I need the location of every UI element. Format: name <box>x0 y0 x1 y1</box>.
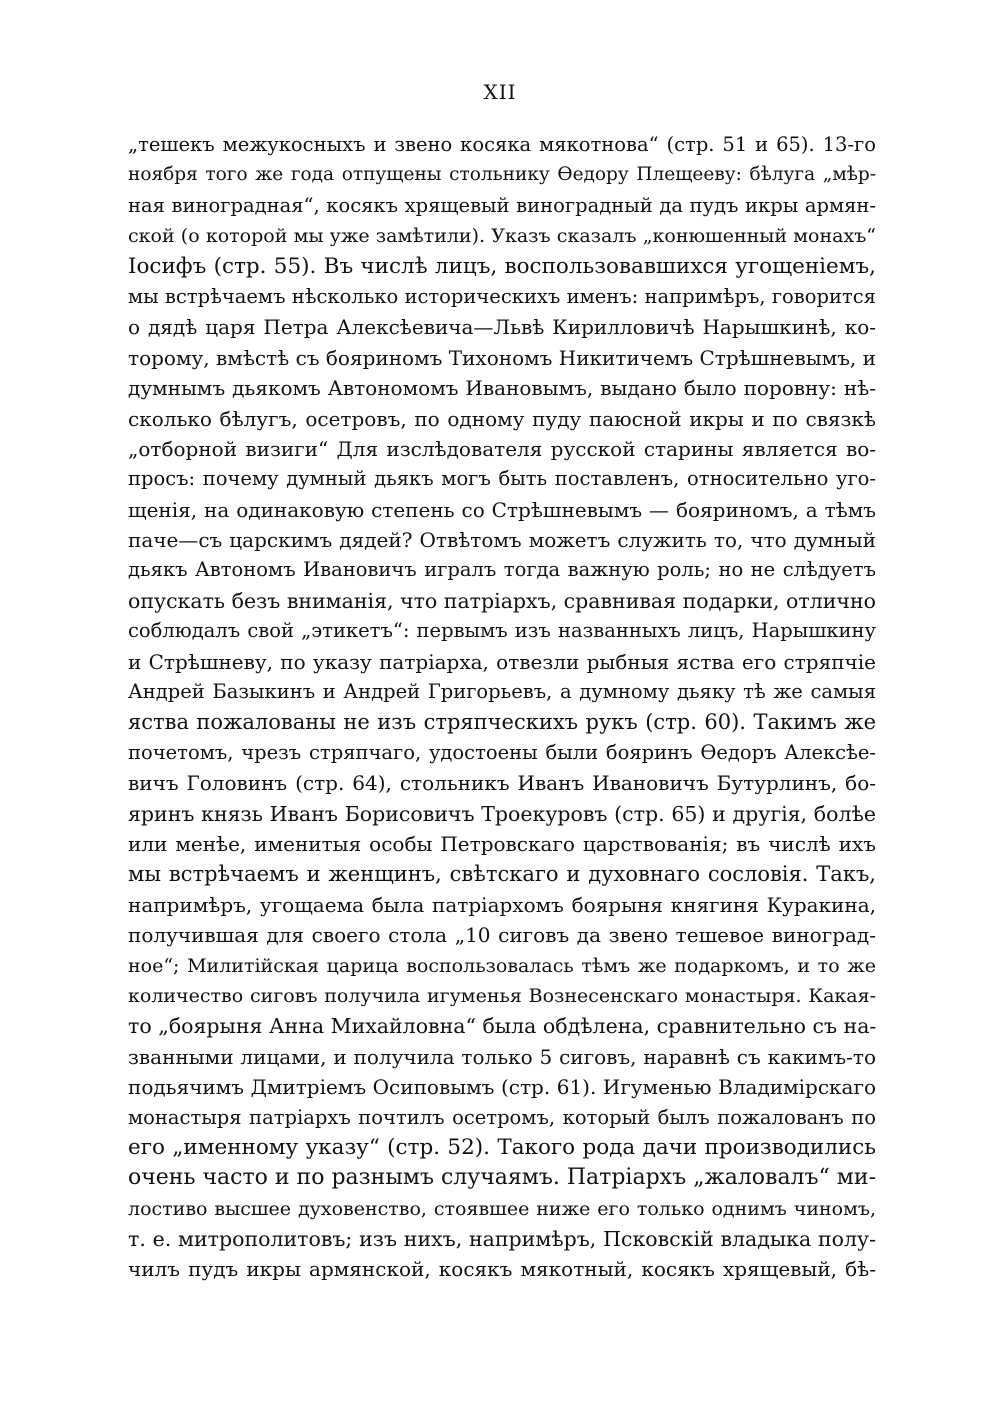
text-line: то „боярыня Анна Михайловна“ была обдѣлена, сравнительно съ на- <box>128 1014 877 1039</box>
text-line: званными лицами, и получила только 5 сиговъ, наравнѣ съ какимъ-то <box>128 1044 876 1069</box>
text-line: „отборной визиги“ Для изслѣдователя русской старины является во- <box>128 436 876 461</box>
text-line: о дядѣ царя Петра Алексѣевича—Львѣ Кирилловичѣ Нарышкинѣ, ко- <box>128 315 876 340</box>
text-line: мы встрѣчаемъ и женщинъ, свѣтскаго и духовнаго сословія. Такъ, <box>128 862 876 887</box>
text-line: очень часто и по разнымъ случаямъ. Патріархъ „жаловалъ“ ми- <box>128 1165 876 1191</box>
text-line: чилъ пудъ икры армянской, косякъ мякотный, косякъ хрящевый, бѣ- <box>128 1257 876 1282</box>
text-line: мы встрѣчаемъ нѣсколько историческихъ именъ: напримѣръ, говорится <box>128 284 876 308</box>
text-line: думнымъ дьякомъ Автономомъ Ивановымъ, выдано было поровну: нѣ- <box>128 376 876 401</box>
text-line: ная виноградная“, косякъ хрящевый виноградный да пудъ икры армян- <box>128 193 876 217</box>
text-line: паче—съ царскимъ дядей? Отвѣтомъ можетъ служить то, что думный <box>128 528 876 553</box>
text-line: подьячимъ Дмитріемъ Осиповымъ (стр. 61). Игуменью Владимірскаго <box>128 1075 876 1100</box>
text-line: ное“; Милитійская царица воспользовалась тѣмъ же подаркомъ, и то же <box>128 954 876 977</box>
body-text <box>128 130 876 1285</box>
text-line: опускать безъ вниманія, что патріархъ, сравнивая подарки, отлично <box>128 588 876 613</box>
text-line: яства пожалованы не изъ стряпческихъ рукъ (стр. 60). Такимъ же <box>128 710 876 735</box>
text-line: и Стрѣшневу, по указу патріарха, отвезли рыбныя яства его стряпчіе <box>128 649 876 674</box>
text-line: монастыря патріархъ почтилъ осетромъ, который былъ пожалованъ по <box>128 1105 876 1129</box>
text-line: дьякъ Автономъ Ивановичъ игралъ тогда важную роль; но не слѣдуетъ <box>128 558 876 582</box>
text-line: количество сиговъ получила игуменья Вознесенскаго монастыря. Какая- <box>128 984 876 1007</box>
text-line: вичъ Головинъ (стр. 64), стольникъ Иванъ Ивановичъ Бутурлинъ, бо- <box>128 771 876 796</box>
text-line: ноября того же года отпущены стольнику Өедору Плещееву: бѣлуга „мѣр- <box>128 164 876 186</box>
text-line: сколько бѣлугъ, осетровъ, по одному пуду паюсной икры и по связкѣ <box>128 406 876 431</box>
text-line: напримѣръ, угощаема была патріархомъ боярыня княгиня Куракина, <box>128 892 876 917</box>
text-line: торому, вмѣстѣ съ бояриномъ Тихономъ Никитичемъ Стрѣшневымъ, и <box>128 345 876 370</box>
text-line: его „именному указу“ (стр. 52). Такого рода дачи производились <box>128 1134 876 1160</box>
text-line: просъ: почему думный дьякъ могъ быть поставленъ, относительно уго- <box>128 467 876 491</box>
text-line: щенія, на одинаковую степень со Стрѣшневымъ — бояриномъ, а тѣмъ <box>128 497 876 522</box>
text-line: лостиво высшее духовенство, стоявшее ниже его только однимъ чиномъ, <box>128 1197 876 1220</box>
text-line: получившая для своего стола „10 сиговъ да звено тешевое виноград- <box>128 923 876 948</box>
text-line: т. е. митрополитовъ; изъ нихъ, напримѣръ, Псковскій владыка полу- <box>128 1227 876 1252</box>
text-line: ской (о которой мы уже замѣтили). Указъ сказалъ „конюшенный монахъ“ <box>128 225 876 248</box>
text-line: Іосифъ (стр. 55). Въ числѣ лицъ, воспользовавшихся угощеніемъ, <box>128 253 876 279</box>
text-line: соблюдалъ свой „этикетъ“: первымъ изъ названныхъ лицъ, Нарышкину <box>128 619 876 643</box>
text-line: „тешекъ межукосныхъ и звено косяка мякотнова“ (стр. 51 и 65). 13-го <box>128 133 876 156</box>
text-line: или менѣе, именитыя особы Петровскаго царствованія; въ числѣ ихъ <box>128 831 876 856</box>
text-line: яринъ князь Иванъ Борисовичъ Троекуровъ (стр. 65) и другія, болѣе <box>128 801 876 826</box>
text-line: почетомъ, чрезъ стряпчаго, удостоены были бояринъ Өедоръ Алексѣе- <box>128 740 876 764</box>
page-number: XII <box>483 80 517 104</box>
text-line: Андрей Базыкинъ и Андрей Григорьевъ, а думному дьяку тѣ же самыя <box>128 680 876 704</box>
